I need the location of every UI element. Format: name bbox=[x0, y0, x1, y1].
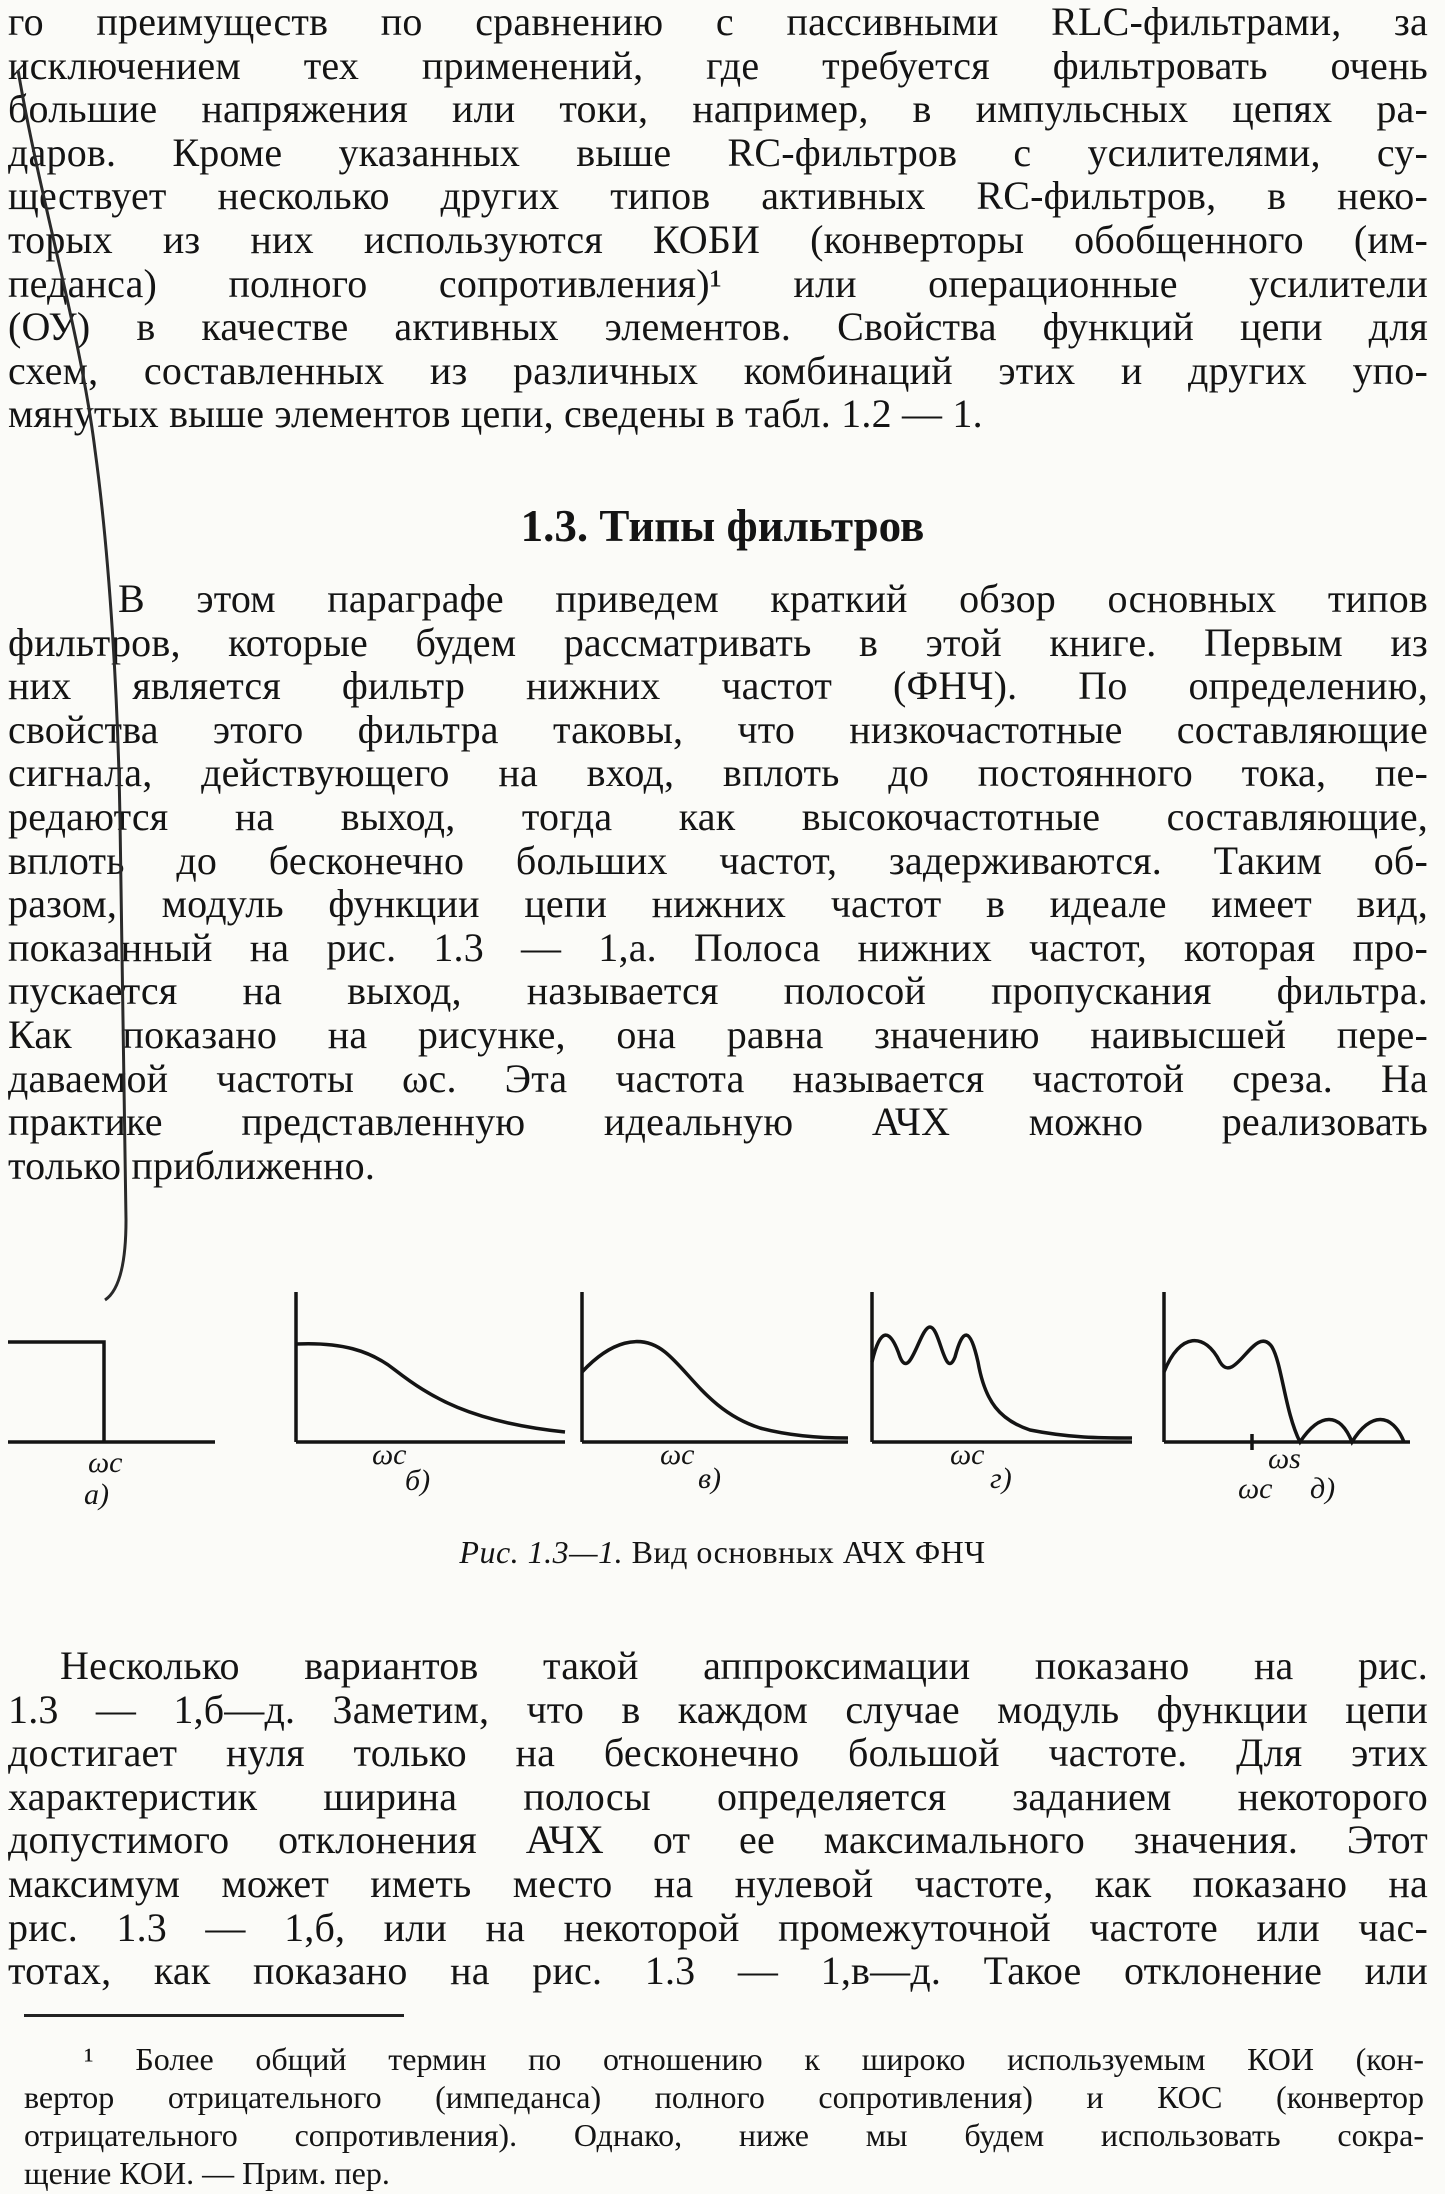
text-line: (ОУ) в качестве активных элементов. Свойства функций цепи для bbox=[8, 304, 1428, 350]
panel-c-peaked-response bbox=[582, 1292, 848, 1442]
text-line: схем, составленных из различных комбинаций этих и других упо- bbox=[8, 347, 1428, 393]
text-line: го преимуществ по сравнению с пассивными RLC-фильтрами, за bbox=[8, 0, 1428, 44]
text-line: исключением тех применений, где требуется фильтровать очень bbox=[8, 42, 1428, 88]
caption-text: Вид основных АЧХ ФНЧ bbox=[631, 1534, 986, 1570]
panel-a-letter: a) bbox=[84, 1478, 109, 1511]
panel-b-omega-label: ωc bbox=[372, 1438, 407, 1471]
text-line: торых из них используются КОБИ (конверторы обобщенного (им- bbox=[8, 216, 1428, 262]
text-line: пускается на выход, называется полосой пропускания фильтра. bbox=[8, 968, 1428, 1014]
text-line: 1.3 — 1,б—д. Заметим, что в каждом случае модуль функции цепи bbox=[8, 1686, 1428, 1732]
text-line: достигает нуля только на бесконечно большой частоте. Для этих bbox=[8, 1730, 1428, 1776]
panel-d-omega-label: ωc bbox=[950, 1438, 985, 1471]
footnote-line: отрицательного сопротивления). Однако, ниже мы будем использовать сокра- bbox=[24, 2117, 1424, 2153]
paragraph-intro bbox=[8, 0, 1428, 436]
panel-a-curve bbox=[8, 1342, 104, 1442]
text-line: сигнала, действующего на вход, вплоть до постоянного тока, пе- bbox=[8, 750, 1428, 796]
panel-a-omega-label: ωc bbox=[88, 1446, 123, 1479]
footnote-divider bbox=[24, 2014, 404, 2017]
panel-c-curve bbox=[582, 1342, 848, 1438]
text-line: даров. Кроме указанных выше RC-фильтров с усилителями, су- bbox=[8, 129, 1428, 175]
text-line: Как показано на рисунке, она равна значению наивысшей пере- bbox=[8, 1011, 1428, 1057]
text-line: допустимого отклонения АЧХ от ее максимального значения. Этот bbox=[8, 1817, 1428, 1863]
panel-b-curve bbox=[296, 1344, 565, 1432]
panel-e-omega-label: ωc bbox=[1238, 1472, 1273, 1505]
panel-e-omega-s-label: ωs bbox=[1268, 1442, 1301, 1475]
text-line: разом, модуль функции цепи нижних частот в идеале имеет вид, bbox=[8, 881, 1428, 927]
text-line: даваемой частоты ωc. Эта частота называется частотой среза. На bbox=[8, 1055, 1428, 1101]
panel-e-elliptic-response bbox=[1164, 1292, 1410, 1450]
panel-d-curve bbox=[872, 1327, 1132, 1438]
text-line: показанный на рис. 1.3 — 1,a. Полоса нижних частот, которая про- bbox=[8, 924, 1428, 970]
text-line: Несколько вариантов такой аппроксимации показано на рис. bbox=[60, 1643, 1428, 1688]
text-line: максимум может иметь место на нулевой частоте, как показано на bbox=[8, 1860, 1428, 1906]
section-heading: 1.3. Типы фильтров bbox=[520, 501, 925, 551]
figure-caption bbox=[0, 1534, 1445, 1571]
panel-c-letter: в) bbox=[698, 1462, 722, 1495]
text-line: редаются на выход, тогда как высокочастотные составляющие, bbox=[8, 793, 1428, 839]
footnote bbox=[24, 2040, 1424, 2192]
text-line: них является фильтр нижних частот (ФНЧ). По определению, bbox=[8, 663, 1428, 709]
footnote-line: щение КОИ. — Прим. пер. bbox=[24, 2155, 390, 2191]
text-line: свойства этого фильтра таковы, что низкочастотные составляющие bbox=[8, 706, 1428, 752]
text-line: тотах, как показано на рис. 1.3 — 1,в—д. Такое отклонение или bbox=[8, 1948, 1428, 1994]
caption-prefix: Рис. 1.3—1. bbox=[459, 1534, 624, 1570]
text-line: вплоть до бесконечно больших частот, задерживаются. Таким об- bbox=[8, 837, 1428, 883]
panel-b-letter: б) bbox=[405, 1464, 431, 1497]
paragraph-filter-types bbox=[8, 577, 1428, 1187]
text-line: мянутых выше элементов цепи, сведены в табл. 1.2 — 1. bbox=[8, 391, 983, 437]
text-line: ществует несколько других типов активных RC-фильтров, в неко- bbox=[8, 173, 1428, 219]
panel-e-letter: д) bbox=[1310, 1472, 1336, 1505]
panel-c-omega-label: ωc bbox=[660, 1438, 695, 1471]
text-line: характеристик ширина полосы определяется заданием некоторого bbox=[8, 1773, 1428, 1819]
text-line: большие напряжения или токи, например, в импульсных цепях ра- bbox=[8, 86, 1428, 132]
text-line: практике представленную идеальную АЧХ можно реализовать bbox=[8, 1099, 1428, 1145]
footnote-line: вертор отрицательного (импеданса) полного сопротивления) и КОС (конвертор bbox=[24, 2079, 1424, 2115]
text-line: только приближенно. bbox=[8, 1142, 376, 1188]
footnote-line: ¹ Более общий термин по отношению к широко используемым КОИ (кон- bbox=[84, 2041, 1424, 2077]
panel-b-monotonic-response bbox=[296, 1292, 565, 1442]
text-line: рис. 1.3 — 1,б, или на некоторой промежуточной частоте или час- bbox=[8, 1904, 1428, 1950]
panel-a-ideal-response bbox=[8, 1342, 215, 1442]
text-line: В этом параграфе приведем краткий обзор основных типов bbox=[118, 576, 1428, 621]
panel-d-ripple-response bbox=[872, 1292, 1132, 1442]
panel-e-curve bbox=[1164, 1341, 1404, 1442]
text-line: педанса) полного сопротивления)¹ или операционные усилители bbox=[8, 260, 1428, 306]
text-line: фильтров, которые будем рассматривать в этой книге. Первым из bbox=[8, 619, 1428, 665]
paragraph-approximations bbox=[8, 1644, 1428, 1993]
panel-d-letter: г) bbox=[990, 1462, 1012, 1495]
figure-lowpass-responses bbox=[0, 1272, 1445, 1522]
